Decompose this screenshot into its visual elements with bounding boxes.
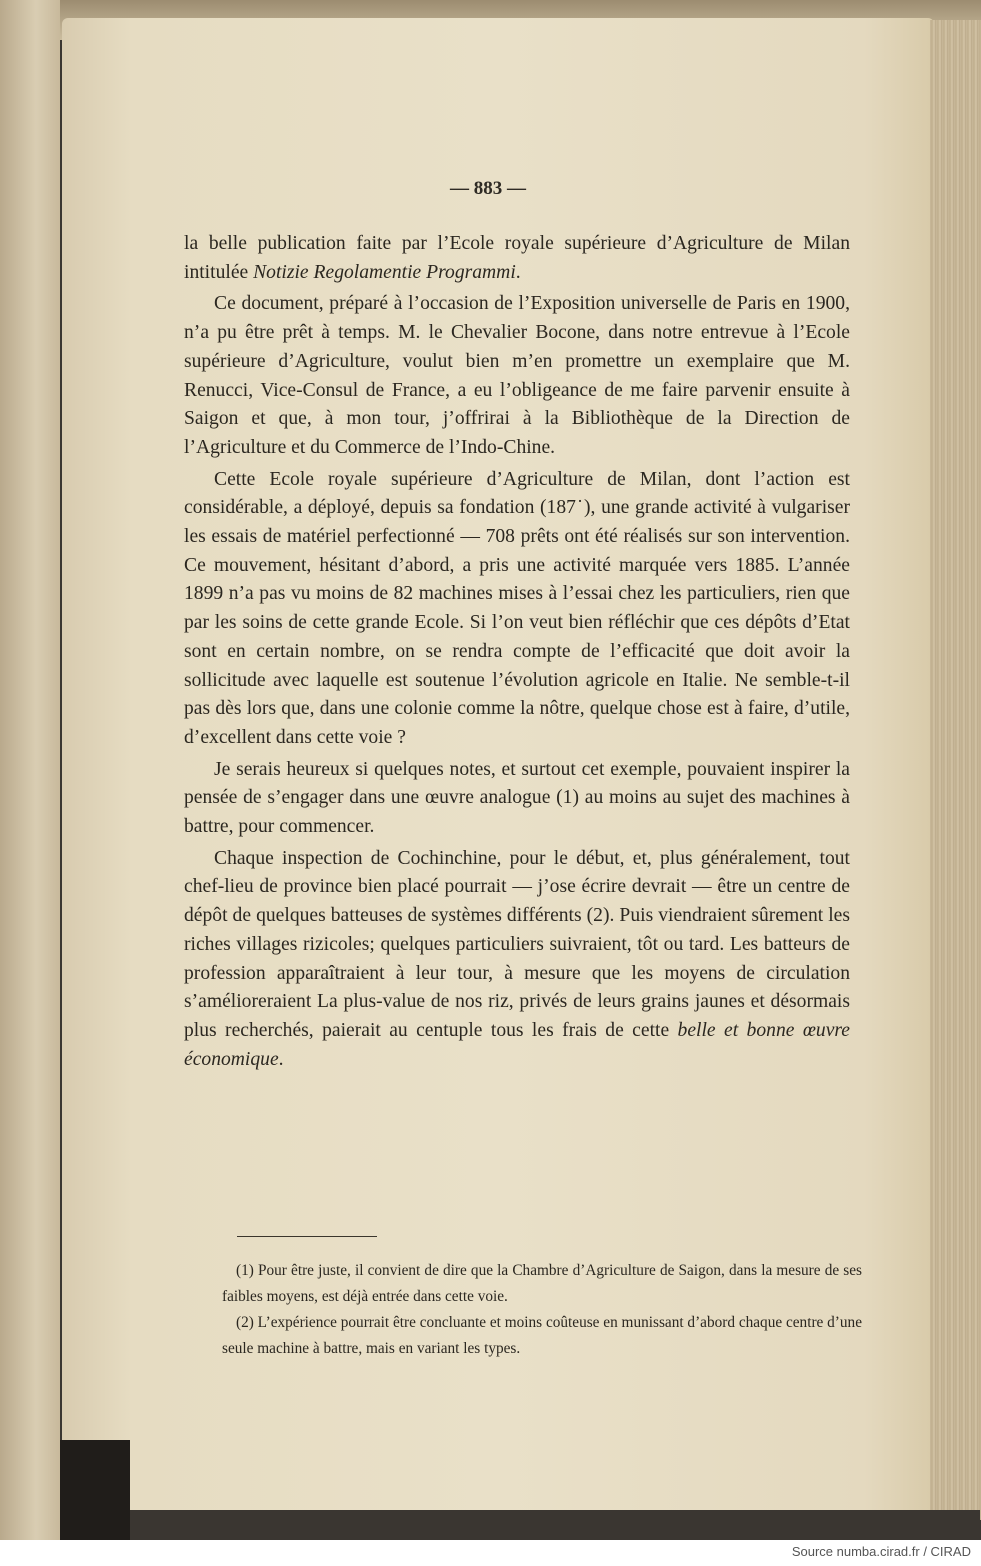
footnotes	[222, 1258, 862, 1362]
publication-title: Notizie Regolamentie Programmi	[253, 261, 516, 283]
footnote-2: (2) L’expérience pourrait être concluante et moins coûteuse en munissant d’abord chaque centre d’une seule machine à battre, mais en variant les types.	[222, 1314, 862, 1357]
paragraph-3: Cette Ecole royale supérieure d’Agriculture de Milan, dont l’action est considérable, a déployé, depuis sa fondation (187˙), une grande activité à vulgariser les essais de matériel perfectionné — 708 prêts ont été réalisés sur son intervention. Ce mouvement, hésitant d’abord, a pris une activité marquée vers 1885. L’année 1899 n’a pas vu moins de 82 machines mises à l’essai chez les particuliers, rien que par les soins de cette grande Ecole. Si l’on veut bien réfléchir que ces dépôts d’Etat sont en certain nombre, on se rendra compte de l’efficacité que doit avoir la sollicitude avec laquelle est soutenue l’évolution agricole en Italie. Ne semble-t-il pas dès lors que, dans une colonie comme la nôtre, quelque chose est à faire, d’utile, d’excellent dans cette voie ?	[184, 468, 850, 748]
facing-page-edge	[0, 0, 60, 1540]
source-credit: Source numba.cirad.fr / CIRAD	[791, 1544, 971, 1559]
scan-background	[80, 1510, 980, 1540]
paragraph-4: Je serais heureux si quelques notes, et surtout cet exemple, pouvaient inspirer la pensée de s’engager dans une œuvre analogue (1) au moins au sujet des machines à battre, pour commencer.	[184, 758, 850, 838]
paragraph-5: Chaque inspection de Cochinchine, pour le début, et, plus généralement, tout chef-lieu de province bien placé pourrait — j’ose écrire devrait — être un centre de dépôt de quelques batteuses de systèmes différents (2). Puis viendraient sûrement les riches villages rizicoles; quelques particuliers suivraient, tôt ou tard. Les batteurs de profession apparaîtraient à leur tour, à mesure que les moyens de circulation s’amélioreraient La plus-value de nos riz, privés de leurs grains jaunes et désormais plus recherchés, paierait au centuple tous les frais de cette belle et bonne œuvre économique.	[184, 847, 850, 1070]
paragraph-1: la belle publication faite par l’Ecole royale supérieure d’Agriculture de Milan intitulée Notizie Regolamentie Programmi.	[184, 233, 850, 283]
page-number: — 883 —	[450, 178, 526, 199]
emphasis-phrase: belle et bonne œuvre économique	[184, 1019, 850, 1070]
bookmark-ribbon	[60, 1440, 130, 1540]
body-text	[184, 230, 850, 1074]
footnote-divider	[237, 1236, 377, 1237]
page-stack-edge	[930, 20, 981, 1520]
paragraph-2: Ce document, préparé à l’occasion de l’Exposition universelle de Paris en 1900, n’a pu être prêt à temps. M. le Chevalier Bocone, dans notre entrevue à l’Ecole supérieure d’Agriculture, voulut bien m’en promettre un exemplaire que M. Renucci, Vice-Consul de France, a eu l’obligeance de me faire parvenir ensuite à Saigon et que, à mon tour, j’offrirai à la Bibliothèque de la Direction de l’Agriculture et du Commerce de l’Indo-Chine.	[184, 293, 850, 458]
footnote-1: (1) Pour être juste, il convient de dire que la Chambre d’Agriculture de Saigon, dans la mesure de ses faibles moyens, est déjà entrée dans cette voie.	[222, 1262, 862, 1305]
book-page	[62, 18, 934, 1528]
